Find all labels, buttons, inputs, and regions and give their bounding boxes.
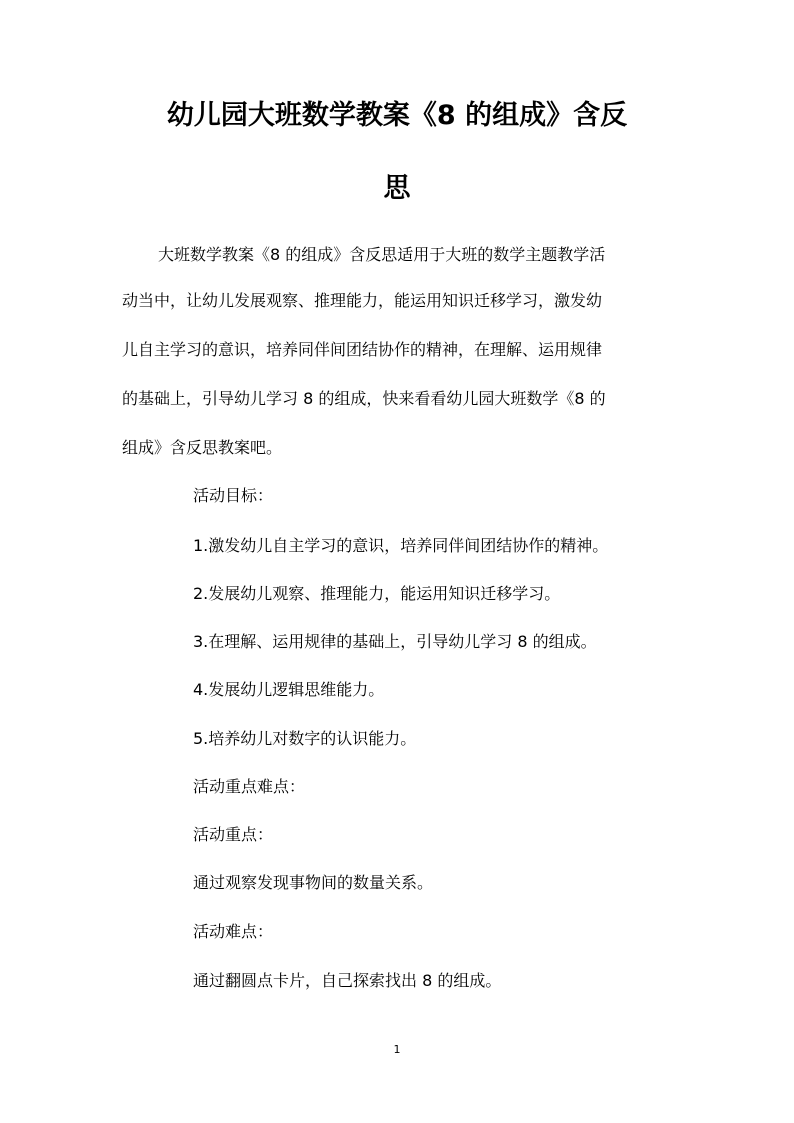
- difficult-text: 通过翻圆点卡片，自己探索找出 8 的组成。: [193, 971, 502, 990]
- key-text: 通过观察发现事物间的数量关系。: [193, 873, 434, 892]
- goal-item: 5.培养幼儿对数字的认识能力。: [193, 729, 417, 748]
- goal-item: 4.发展幼儿逻辑思维能力。: [193, 680, 385, 699]
- key-difficult-heading: 活动重点难点：: [193, 777, 306, 796]
- intro-paragraph-line: 大班数学教案《8 的组成》含反思适用于大班的数学主题教学活: [158, 245, 606, 264]
- page-title-line-2: 思: [383, 173, 411, 204]
- intro-paragraph-line: 组成》含反思教案吧。: [122, 438, 283, 457]
- goal-item: 1.激发幼儿自主学习的意识，培养同伴间团结协作的精神。: [193, 536, 609, 555]
- difficult-heading: 活动难点：: [193, 922, 274, 941]
- goal-item: 3.在理解、运用规律的基础上，引导幼儿学习 8 的组成。: [193, 632, 597, 651]
- goals-heading: 活动目标：: [193, 486, 274, 505]
- intro-paragraph-line: 儿自主学习的意识，培养同伴间团结协作的精神，在理解、运用规律: [122, 340, 603, 359]
- page-number: 1: [393, 1043, 401, 1056]
- goal-item: 2.发展幼儿观察、推理能力，能运用知识迁移学习。: [193, 584, 561, 603]
- key-heading: 活动重点：: [193, 825, 274, 844]
- intro-paragraph-line: 的基础上，引导幼儿学习 8 的组成，快来看看幼儿园大班数学《8 的: [122, 389, 606, 408]
- page-title-line-1: 幼儿园大班数学教案《8 的组成》含反: [166, 100, 628, 131]
- intro-paragraph-line: 动当中，让幼儿发展观察、推理能力，能运用知识迁移学习，激发幼: [122, 291, 603, 310]
